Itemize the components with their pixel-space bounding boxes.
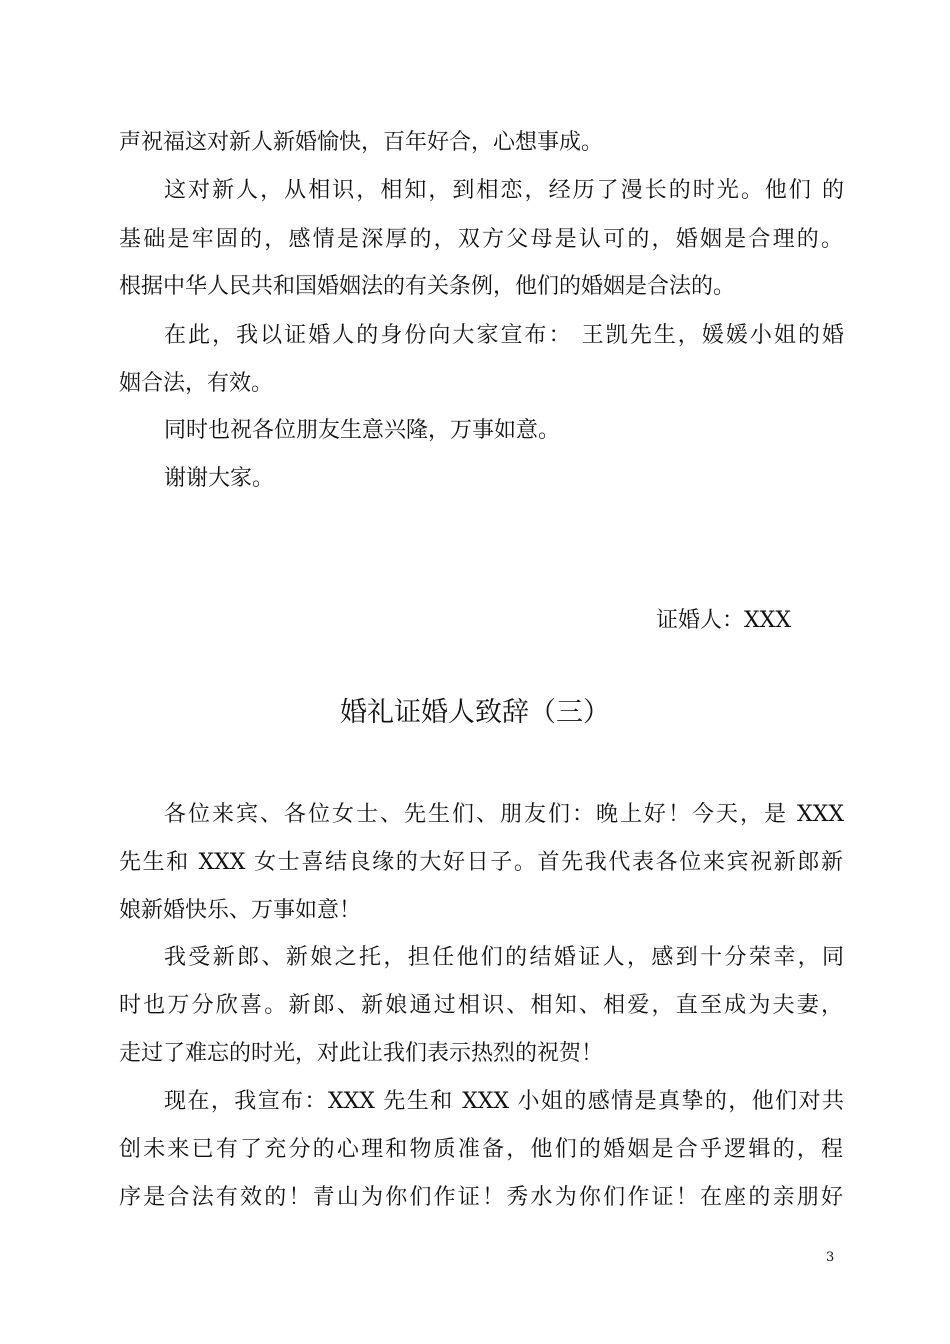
paragraph-line: 娘新婚快乐、万事如意！ xyxy=(119,898,362,923)
paragraph-line: 走过了难忘的时光，对此让我们表示热烈的祝贺！ xyxy=(119,1041,604,1066)
paragraph-line: 在此，我以证婚人的身份向大家宣布： 王凯先生，媛媛小姐的婚 xyxy=(164,323,844,348)
paragraph-line: 这对新人，从相识，相知，到相恋，经历了漫长的时光。他们 的 xyxy=(164,178,844,203)
signature: 证婚人：XXX xyxy=(656,608,791,633)
paragraph-line: 创未来已有了充分的心理和物质准备，他们的婚姻是合乎逻辑的，程 xyxy=(119,1137,843,1162)
paragraph-line: 先生和 XXX 女士喜结良缘的大好日子。首先我代表各位来宾祝新郎新 xyxy=(119,850,843,875)
paragraph-line: 各位来宾、各位女士、先生们、朋友们：晚上好！今天，是 XXX xyxy=(164,802,844,827)
paragraph-line: 谢谢大家。 xyxy=(164,466,275,491)
paragraph-line: 序是合法有效的！青山为你们作证！秀水为你们作证！在座的亲朋好 xyxy=(119,1185,843,1210)
paragraph-line: 姻合法，有效。 xyxy=(119,371,274,396)
section-title: 婚礼证婚人致辞（三） xyxy=(340,697,610,728)
paragraph-line: 同时也祝各位朋友生意兴隆，万事如意。 xyxy=(164,418,561,443)
paragraph-line: 我受新郎、新娘之托，担任他们的结婚证人，感到十分荣幸，同 xyxy=(164,945,844,970)
paragraph-line: 声祝福这对新人新婚愉快，百年好合，心想事成。 xyxy=(119,130,604,155)
paragraph-line: 根据中华人民共和国婚姻法的有关条例，他们的婚姻是合法的。 xyxy=(119,274,736,299)
paragraph-line: 时也万分欣喜。新郎、新娘通过相识、相知、相爱，直至成为夫妻， xyxy=(119,993,843,1018)
paragraph-line: 现在，我宣布：XXX 先生和 XXX 小姐的感情是真挚的，他们对共 xyxy=(164,1089,844,1114)
page-number: 3 xyxy=(826,1250,835,1265)
paragraph-line: 基础是牢固的，感情是深厚的，双方父母是认可的，婚姻是合理的。 xyxy=(119,227,843,252)
